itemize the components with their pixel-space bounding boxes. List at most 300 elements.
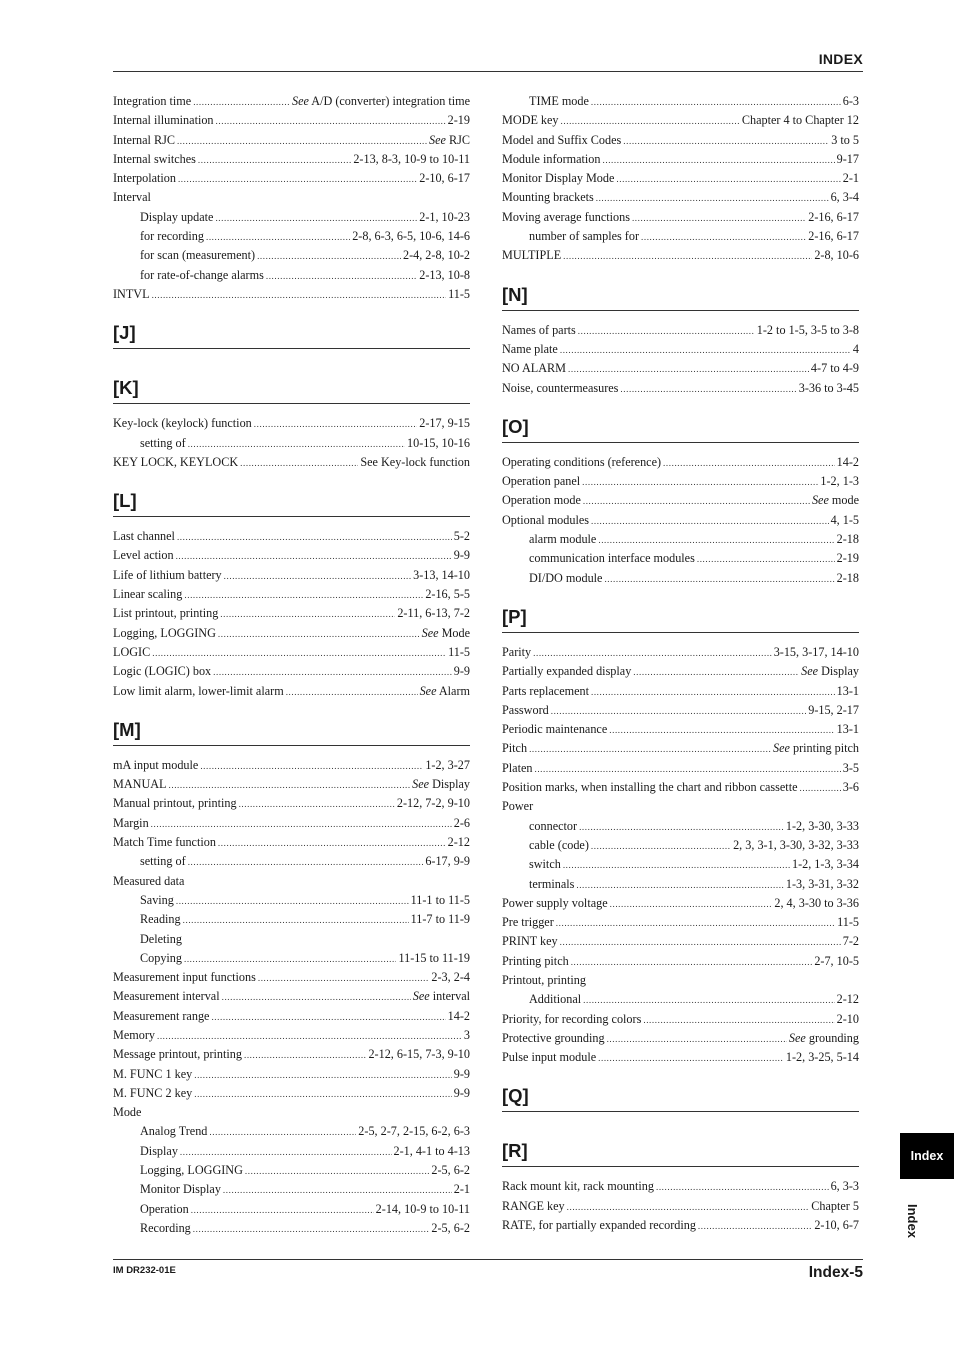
page-reference: 9-17 xyxy=(836,151,859,166)
index-entry xyxy=(113,1026,470,1045)
dot-leader xyxy=(152,644,446,663)
index-entry xyxy=(113,169,470,188)
entry-term: RATE, for partially expanded recording xyxy=(502,1218,696,1233)
index-side-label: Index xyxy=(905,1204,920,1238)
entry-reference xyxy=(808,227,859,246)
entry-reference xyxy=(837,549,859,568)
entry-term: Mounting brackets xyxy=(502,190,594,205)
dot-leader xyxy=(698,1217,812,1236)
index-subentry xyxy=(113,1122,470,1141)
entry-term: MULTIPLE xyxy=(502,248,562,263)
entry-term: NO ALARM xyxy=(502,361,566,376)
dot-leader xyxy=(643,1011,834,1030)
dot-leader xyxy=(223,1181,452,1200)
entry-term: Module information xyxy=(502,151,601,166)
dot-leader xyxy=(188,435,405,454)
entry-reference xyxy=(837,1010,859,1029)
dot-leader xyxy=(571,953,813,972)
entry-reference xyxy=(407,434,470,453)
dot-leader xyxy=(576,876,784,895)
index-subentry xyxy=(113,266,470,285)
document-id: IM DR232-01E xyxy=(113,1265,176,1276)
entry-term: Reading xyxy=(140,912,181,927)
entry-term: Measurement interval xyxy=(113,989,220,1004)
page-reference: 2-12, 7-2, 9-10 xyxy=(396,796,470,811)
dot-leader xyxy=(183,911,409,930)
see-marker: See xyxy=(421,625,439,640)
entry-reference xyxy=(394,1142,471,1161)
dot-leader xyxy=(188,853,424,872)
dot-leader xyxy=(240,454,358,473)
see-marker: See xyxy=(773,741,790,756)
entry-reference xyxy=(843,169,859,188)
index-subentry xyxy=(502,92,859,111)
dot-leader xyxy=(533,644,772,663)
index-subentry xyxy=(113,434,470,453)
entry-reference xyxy=(837,150,859,169)
index-entry xyxy=(113,585,470,604)
header-divider xyxy=(113,71,863,72)
index-entry xyxy=(113,188,470,207)
page-reference: 1-2, 1-3, 3-34 xyxy=(791,857,859,872)
entry-reference xyxy=(425,756,470,775)
page-reference: 2-8, 10-6 xyxy=(814,248,859,263)
index-entry xyxy=(502,169,859,188)
dot-leader xyxy=(215,209,417,228)
page-reference: 2-4, 2-8, 10-2 xyxy=(402,248,470,263)
page-reference: 2-16, 6-17 xyxy=(808,209,859,224)
dot-leader xyxy=(556,914,835,933)
entry-term: Life of lithium battery xyxy=(113,567,222,582)
dot-leader xyxy=(579,818,784,837)
page-reference: 1-3, 3-31, 3-32 xyxy=(785,876,859,891)
index-subentry xyxy=(502,530,859,549)
page-reference: 3-15, 3-17, 14-10 xyxy=(773,644,859,659)
page-reference: 9-9 xyxy=(453,1085,470,1100)
entry-reference xyxy=(831,1177,859,1196)
entry-term: Mode xyxy=(113,1105,142,1120)
dot-leader xyxy=(607,1030,787,1049)
page-reference: 1-2, 1-3 xyxy=(820,474,859,489)
entry-term: Names of parts xyxy=(502,322,576,337)
entry-term: Copying xyxy=(140,950,182,965)
page-number: Index-5 xyxy=(808,1264,863,1281)
dot-leader xyxy=(633,663,799,682)
entry-reference xyxy=(448,1007,470,1026)
index-thumb-tab[interactable]: Index xyxy=(900,1133,954,1179)
page-reference: 5-2 xyxy=(453,529,470,544)
dot-leader xyxy=(578,322,755,341)
dot-leader xyxy=(244,1046,366,1065)
index-entry xyxy=(502,340,859,359)
page-reference: 2-19 xyxy=(447,113,470,128)
entry-reference xyxy=(801,662,859,681)
dot-leader xyxy=(209,1123,356,1142)
entry-reference xyxy=(431,1219,470,1238)
page-reference: 3-6 xyxy=(842,780,859,795)
page-reference: 10-15, 10-16 xyxy=(407,435,470,450)
page-reference: 2, 3, 3-1, 3-30, 3-32, 3-33 xyxy=(733,837,859,852)
section-heading: [R] xyxy=(502,1122,859,1167)
page-reference: RJC xyxy=(448,132,470,147)
index-entry xyxy=(502,188,859,207)
dot-leader xyxy=(697,550,835,569)
page-reference: 9-9 xyxy=(453,664,470,679)
index-entry xyxy=(502,778,859,797)
entry-term: Parity xyxy=(502,644,532,659)
dot-leader xyxy=(193,1220,430,1239)
entry-term: communication interface modules xyxy=(529,551,695,566)
dot-leader xyxy=(568,360,809,379)
entry-term: Priority, for recording colors xyxy=(502,1011,642,1026)
section-heading: [N] xyxy=(502,266,859,311)
dot-leader xyxy=(224,567,411,586)
index-entry xyxy=(502,952,859,971)
entry-term: Manual printout, printing xyxy=(113,796,237,811)
index-entry xyxy=(113,1084,470,1103)
page-reference: 11-5 xyxy=(448,644,470,659)
index-entry xyxy=(502,739,859,758)
page-reference: 2-1 xyxy=(453,1182,470,1197)
entry-term: Recording xyxy=(140,1220,191,1235)
entry-reference xyxy=(448,833,470,852)
section-heading: [P] xyxy=(502,588,859,633)
entry-term: Operating conditions (reference) xyxy=(502,454,662,469)
index-entry xyxy=(502,359,859,378)
index-entry xyxy=(113,624,470,643)
index-entry xyxy=(502,472,859,491)
entry-reference xyxy=(454,814,470,833)
page-reference: 14-2 xyxy=(836,454,859,469)
entry-term: number of samples for xyxy=(529,229,639,244)
index-entry xyxy=(113,414,470,433)
entry-term: mA input module xyxy=(113,757,199,772)
entry-term: setting of xyxy=(140,435,186,450)
page-reference: 2-19 xyxy=(836,551,859,566)
entry-reference xyxy=(431,968,470,987)
entry-reference xyxy=(786,875,859,894)
see-marker: See xyxy=(788,1030,806,1045)
entry-reference xyxy=(837,530,859,549)
dot-leader xyxy=(663,454,835,473)
dot-leader xyxy=(598,1049,784,1068)
entry-reference xyxy=(419,169,470,188)
page-reference: 2-8, 6-3, 6-5, 10-6, 14-6 xyxy=(352,229,470,244)
entry-reference xyxy=(843,92,859,111)
entry-term: Power supply voltage xyxy=(502,895,608,910)
page-reference: Chapter 5 xyxy=(811,1198,859,1213)
index-entry xyxy=(113,775,470,794)
index-entry xyxy=(502,643,859,662)
index-entry xyxy=(113,833,470,852)
entry-reference xyxy=(814,246,859,265)
page-reference: 9-9 xyxy=(453,548,470,563)
index-entry xyxy=(113,566,470,585)
dot-leader xyxy=(598,531,834,550)
entry-reference xyxy=(448,111,470,130)
entry-reference xyxy=(454,1065,470,1084)
entry-term: Printing pitch xyxy=(502,953,569,968)
index-subentry xyxy=(113,246,470,265)
page-reference: 6, 3-4 xyxy=(830,190,859,205)
dot-leader xyxy=(178,170,417,189)
entry-reference xyxy=(353,150,470,169)
entry-term: MANUAL xyxy=(113,777,167,792)
entry-term: for rate-of-change alarms xyxy=(140,267,264,282)
page-reference: 2-12, 6-15, 7-3, 9-10 xyxy=(368,1047,470,1062)
index-entry xyxy=(502,894,859,913)
dot-leader xyxy=(220,605,395,624)
entry-reference xyxy=(799,379,859,398)
entry-term: PRINT key xyxy=(502,934,558,949)
dot-leader xyxy=(563,856,790,875)
dot-leader xyxy=(616,170,840,189)
page-reference: 1-2 to 1-5, 3-5 to 3-8 xyxy=(756,322,859,337)
dot-leader xyxy=(198,151,351,170)
page-reference: 2, 4, 3-30 to 3-36 xyxy=(774,895,859,910)
entry-reference xyxy=(837,682,859,701)
entry-term: Operation panel xyxy=(502,474,581,489)
entry-reference xyxy=(358,1122,470,1141)
entry-term: Pre trigger xyxy=(502,915,554,930)
page-reference: 2-10 xyxy=(836,1011,859,1026)
dot-leader xyxy=(583,991,835,1010)
entry-reference xyxy=(368,1045,470,1064)
entry-reference xyxy=(774,894,859,913)
index-entry xyxy=(502,453,859,472)
dot-leader xyxy=(194,1085,452,1104)
dot-leader xyxy=(266,267,417,286)
entry-reference xyxy=(403,246,470,265)
index-entry xyxy=(113,527,470,546)
entry-reference xyxy=(397,604,470,623)
dot-leader xyxy=(609,721,834,740)
index-entry xyxy=(502,208,859,227)
page-reference: 11-5 xyxy=(448,286,470,301)
page-reference: 9-15, 2-17 xyxy=(808,702,859,717)
index-entry xyxy=(113,756,470,775)
entry-reference xyxy=(808,208,859,227)
page-reference: 11-7 to 11-9 xyxy=(410,912,470,927)
index-entry xyxy=(502,491,859,510)
dot-leader xyxy=(610,895,773,914)
entry-reference xyxy=(757,321,859,340)
entry-reference xyxy=(792,855,859,874)
entry-reference xyxy=(413,566,470,585)
entry-term: KEY LOCK, KEYLOCK xyxy=(113,454,239,469)
index-subentry xyxy=(502,227,859,246)
page-header-title: INDEX xyxy=(818,51,863,67)
entry-term: Operation xyxy=(140,1201,189,1216)
dot-leader xyxy=(151,815,452,834)
index-entry xyxy=(113,1045,470,1064)
entry-reference xyxy=(398,949,470,968)
dot-leader xyxy=(193,93,290,112)
page-reference: 9-9 xyxy=(453,1066,470,1081)
index-subentry xyxy=(113,227,470,246)
page-reference: 2-17, 9-15 xyxy=(419,416,470,431)
entry-reference xyxy=(454,546,470,565)
see-marker: See xyxy=(412,989,430,1004)
entry-term: Interval xyxy=(113,190,151,205)
index-entry xyxy=(502,246,859,265)
entry-term: Parts replacement xyxy=(502,683,589,698)
index-entry xyxy=(502,379,859,398)
entry-reference xyxy=(814,1216,859,1235)
index-entry xyxy=(502,1010,859,1029)
entry-term: Monitor Display Mode xyxy=(502,171,615,186)
dot-leader xyxy=(213,663,452,682)
entry-reference xyxy=(837,453,859,472)
see-marker: See xyxy=(412,777,430,792)
entry-reference xyxy=(411,891,470,910)
page-reference: 2-7, 10-5 xyxy=(814,953,859,968)
index-entry xyxy=(113,987,470,1006)
entry-term: Interpolation xyxy=(113,171,176,186)
dot-leader xyxy=(191,1201,374,1220)
index-entry xyxy=(502,720,859,739)
dot-leader xyxy=(157,1027,462,1046)
page-reference: 4-7 to 4-9 xyxy=(810,361,859,376)
page-reference: 13-1 xyxy=(836,683,859,698)
entry-term: List printout, printing xyxy=(113,606,219,621)
page-reference: 2-11, 6-13, 7-2 xyxy=(397,606,470,621)
index-entry xyxy=(502,662,859,681)
page-reference: 2-14, 10-9 to 10-11 xyxy=(375,1201,470,1216)
page-reference: 2-5, 6-2 xyxy=(431,1220,470,1235)
entry-reference xyxy=(831,511,859,530)
page-reference: 2-18 xyxy=(836,532,859,547)
page-reference: 7-2 xyxy=(842,934,859,949)
dot-leader xyxy=(218,625,420,644)
index-subentry xyxy=(113,852,470,871)
entry-term: for scan (measurement) xyxy=(140,248,256,263)
dot-leader xyxy=(641,228,806,247)
index-entry xyxy=(502,150,859,169)
page-reference: A/D (converter) integration time xyxy=(311,94,470,108)
entry-term: for recording xyxy=(140,229,204,244)
entry-reference xyxy=(464,1026,470,1045)
see-marker: See xyxy=(811,493,829,508)
dot-leader xyxy=(216,112,446,131)
index-entry xyxy=(502,1177,859,1196)
index-entry xyxy=(113,1103,470,1122)
dot-leader xyxy=(560,341,851,360)
dot-leader xyxy=(563,247,812,266)
page-reference: 2-13, 8-3, 10-9 to 10-11 xyxy=(353,151,470,166)
dot-leader xyxy=(286,683,418,702)
entry-term: Key-lock (keylock) function xyxy=(113,416,252,431)
entry-term: Protective grounding xyxy=(502,1030,605,1045)
page-reference: 2-16, 5-5 xyxy=(425,587,470,602)
entry-term: Measured data xyxy=(113,873,185,888)
index-entry xyxy=(113,453,470,472)
entry-term: Periodic maintenance xyxy=(502,722,608,737)
dot-leader xyxy=(591,93,841,112)
entry-reference xyxy=(853,340,859,359)
entry-reference xyxy=(425,852,470,871)
index-entry xyxy=(113,682,470,701)
see-marker: See xyxy=(291,94,309,108)
dot-leader xyxy=(222,988,411,1007)
dot-leader xyxy=(591,837,731,856)
page-reference: 1-2, 3-30, 3-33 xyxy=(785,818,859,833)
dot-leader xyxy=(560,933,841,952)
dot-leader xyxy=(184,586,423,605)
entry-term: switch xyxy=(529,857,561,872)
page-reference: 11-1 to 11-5 xyxy=(410,892,470,907)
entry-reference xyxy=(814,952,859,971)
entry-reference xyxy=(789,1029,859,1048)
page-reference: Mode xyxy=(441,625,470,640)
index-entry xyxy=(502,913,859,932)
page-reference: 11-5 xyxy=(837,915,859,930)
index-entry xyxy=(113,285,470,304)
entry-reference xyxy=(837,990,859,1009)
dot-leader xyxy=(152,286,447,305)
entry-reference xyxy=(419,208,470,227)
entry-term: Integration time xyxy=(113,94,192,108)
section-heading: [K] xyxy=(113,359,470,404)
index-entry xyxy=(113,643,470,662)
entry-reference xyxy=(454,1084,470,1103)
index-entry xyxy=(502,1029,859,1048)
entry-term: Pitch xyxy=(502,741,528,756)
index-subentry xyxy=(502,855,859,874)
entry-reference xyxy=(422,624,470,643)
index-entry xyxy=(502,701,859,720)
entry-term: Logging, LOGGING xyxy=(140,1163,243,1178)
entry-term: Rack mount kit, rack mounting xyxy=(502,1179,654,1194)
entry-reference xyxy=(843,778,859,797)
entry-term: Logging, LOGGING xyxy=(113,625,216,640)
page-reference: interval xyxy=(432,989,470,1004)
entry-term: connector xyxy=(529,818,578,833)
index-subentry xyxy=(502,569,859,588)
entry-reference xyxy=(454,1180,470,1199)
entry-reference xyxy=(831,188,859,207)
index-subentry xyxy=(502,990,859,1009)
index-subentry xyxy=(113,208,470,227)
page-reference: 2-5, 6-2 xyxy=(431,1163,470,1178)
index-entry xyxy=(113,111,470,130)
entry-term: Display update xyxy=(140,209,214,224)
dot-leader xyxy=(218,834,446,853)
dot-leader xyxy=(596,189,829,208)
entry-term: MODE key xyxy=(502,113,559,128)
entry-reference xyxy=(837,913,859,932)
index-entry xyxy=(113,814,470,833)
page-reference: 2-1 xyxy=(842,171,859,186)
entry-term: Noise, countermeasures xyxy=(502,380,619,395)
page-reference: 11-15 to 11-19 xyxy=(398,950,470,965)
entry-term: Margin xyxy=(113,815,149,830)
entry-term: DI/DO module xyxy=(529,570,603,585)
index-entry xyxy=(502,797,859,816)
entry-term: Display xyxy=(140,1143,178,1158)
index-entry xyxy=(113,131,470,150)
entry-term: Saving xyxy=(140,892,174,907)
page-reference: 2-6 xyxy=(453,815,470,830)
entry-term: Linear scaling xyxy=(113,587,183,602)
page-reference: 2-5, 2-7, 2-15, 6-2, 6-3 xyxy=(358,1124,470,1139)
index-subentry xyxy=(113,930,470,949)
page-reference: 4, 1-5 xyxy=(830,512,859,527)
dot-leader xyxy=(257,247,401,266)
dot-leader xyxy=(176,892,409,911)
index-entry xyxy=(502,1197,859,1216)
dot-leader xyxy=(591,683,835,702)
